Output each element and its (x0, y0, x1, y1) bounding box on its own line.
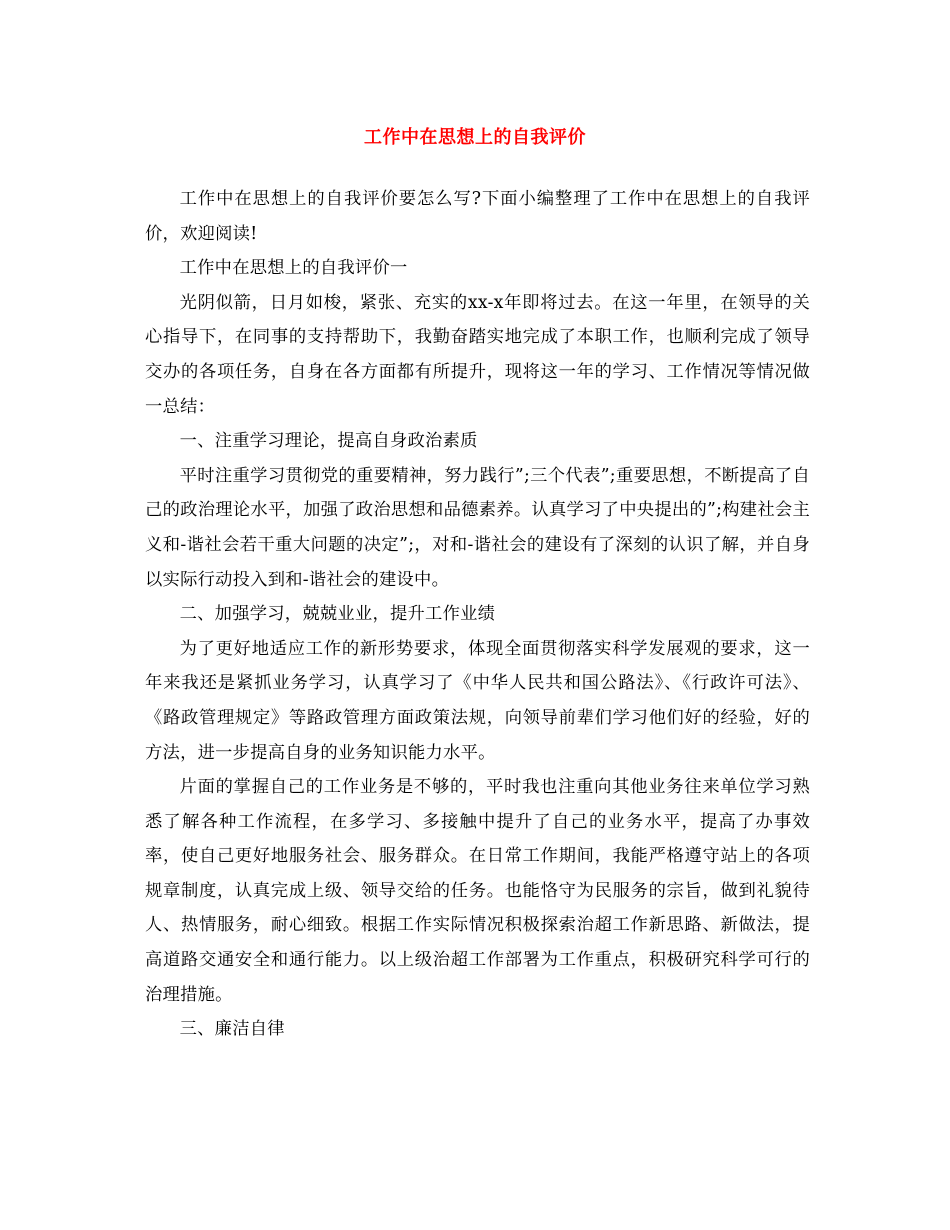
section-heading-one: 一、注重学习理论，提高自身政治素质 (179, 431, 478, 452)
intro-paragraph: 工作中在思想上的自我评价要怎么写?下面小编整理了工作中在思想上的自我评价，欢迎阅读! (145, 189, 810, 244)
section-heading-two: 二、加强学习，兢兢业业，提升工作业绩 (179, 604, 496, 625)
section-two-paragraph-2: 片面的掌握自己的工作业务是不够的，平时我也注重向其他业务往来单位学习熟悉了解各种工作流程，在多学习、多接触中提升了自己的业务水平，提高了办事效率，使自己更好地服务社会、服务群众。在日常工作期间，我能严格遵守站上的各项规章制度，认真完成上级、领导交给的任务。也能恪守为民服务的宗旨，做到礼貌待人、热情服务，耐心细致。根据工作实际情况积极探索治超工作新思路、新做法，提高道路交通安全和通行能力。以上级治超工作部署为工作重点，积极研究科学可行的治理措施。 (145, 777, 810, 1005)
section-one-paragraph: 平时注重学习贯彻党的重要精神，努力践行”;三个代表”;重要思想，不断提高了自己的政治理论水平，加强了政治思想和品德素养。认真学习了中央提出的”;构建社会主义和-谐社会若干重大问题的决定”;，对和-谐社会的建设有了深刻的认识了解，并自身以实际行动投入到和-谐社会的建设中。 (145, 465, 810, 590)
opening-paragraph: 光阴似箭，日月如梭，紧张、充实的xx-x年即将过去。在这一年里，在领导的关心指导下，在同事的支持帮助下，我勤奋踏实地完成了本职工作，也顺利完成了领导交办的各项任务，自身在各方面都有所提升，现将这一年的学习、工作情况等情况做一总结： (145, 292, 810, 417)
section-heading-evaluation-one: 工作中在思想上的自我评价一 (179, 258, 408, 279)
section-heading-three: 三、廉洁自律 (179, 1019, 285, 1040)
section-two-paragraph-1: 为了更好地适应工作的新形势要求，体现全面贯彻落实科学发展观的要求，这一年来我还是紧抓业务学习，认真学习了《中华人民共和国公路法》、《行政许可法》、《路政管理规定》等路政管理方面政策法规，向领导前辈们学习他们好的经验，好的方法，进一步提高自身的业务知识能力水平。 (145, 638, 810, 763)
document-body (145, 182, 810, 1047)
document-title: 工作中在思想上的自我评价 (364, 127, 586, 148)
